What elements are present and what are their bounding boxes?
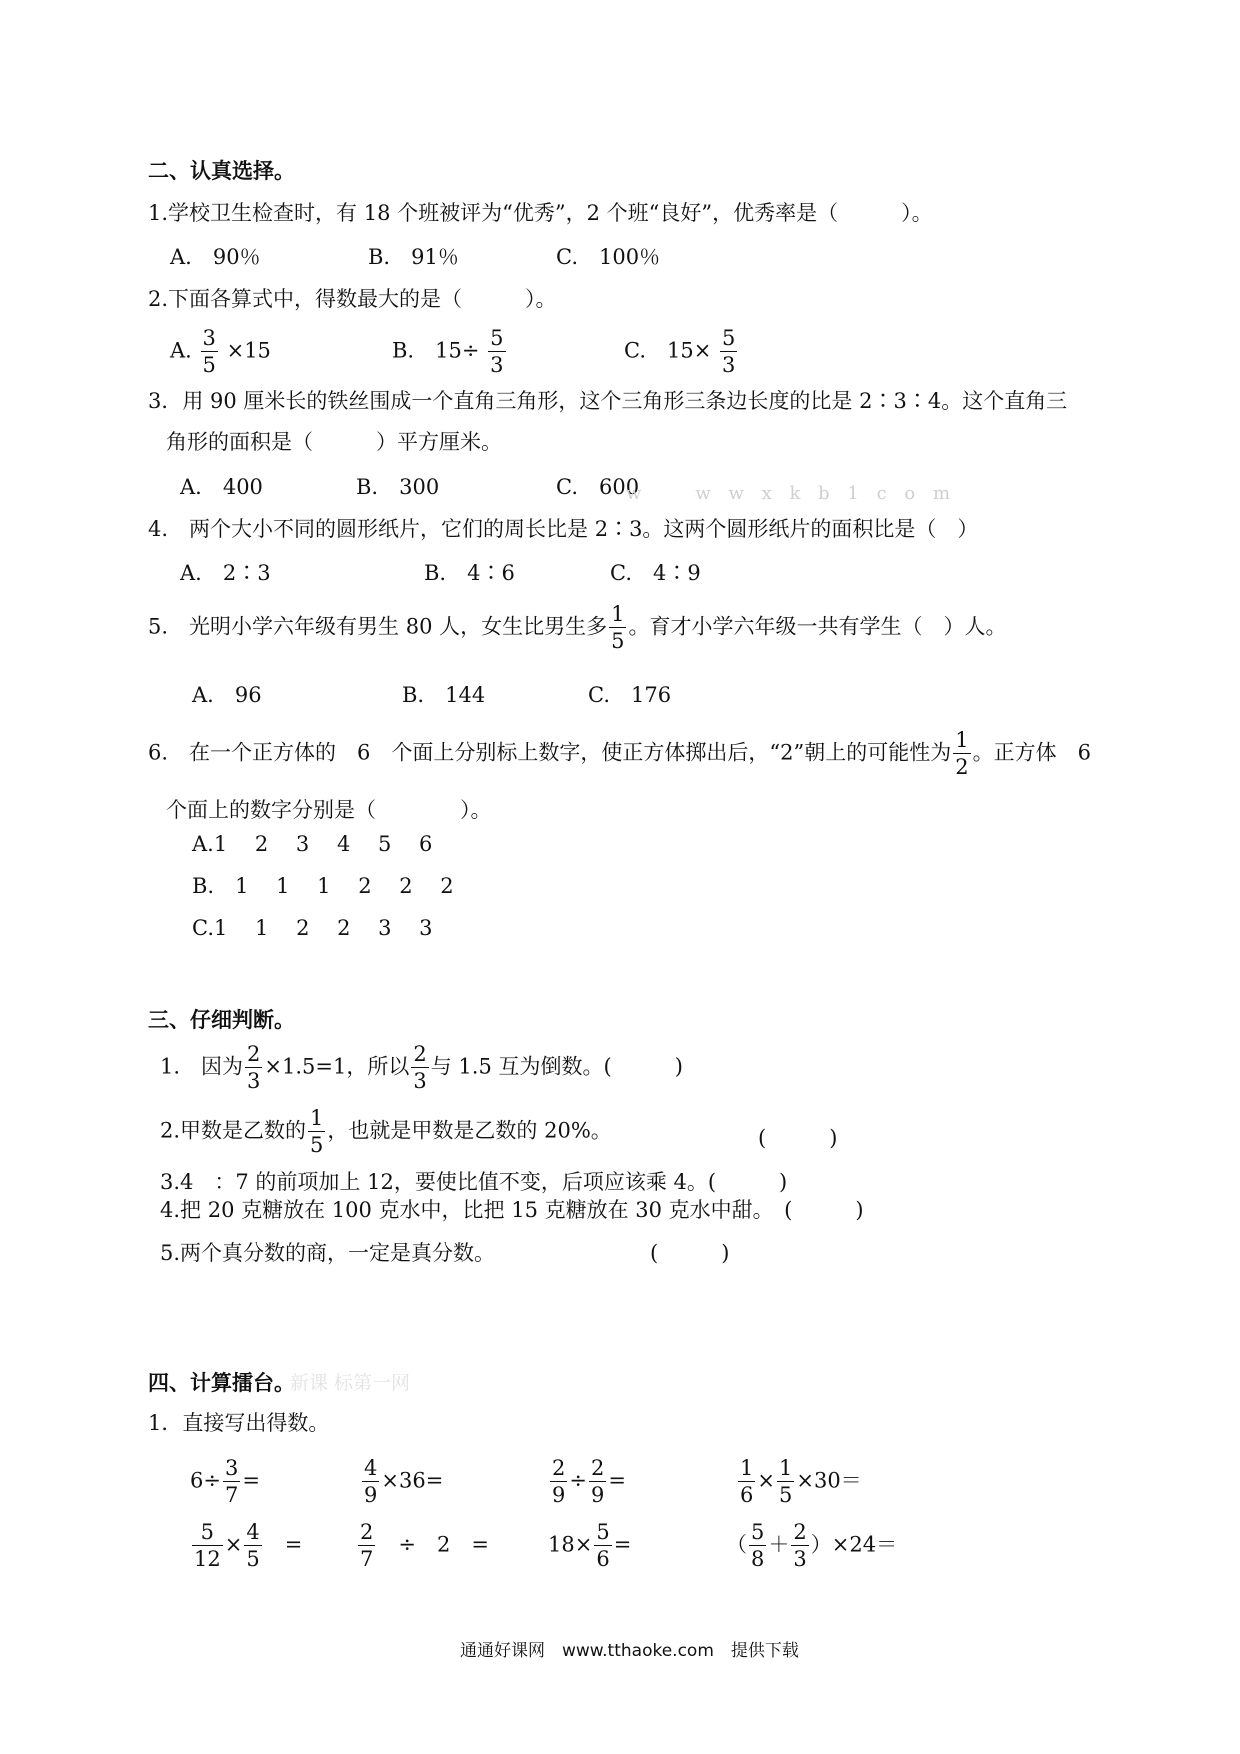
q3-option-a: A. 400	[180, 475, 263, 499]
judge-5-answer-paren: ( )	[650, 1241, 730, 1265]
question-3-line-2: 角形的面积是（ ）平方厘米。	[166, 430, 502, 454]
judge-5: 5.两个真分数的商，一定是真分数。	[160, 1241, 496, 1265]
judge-2: 2.甲数是乙数的 $\frac{1}{5}$ ，也就是甲数是乙数的 20%。	[160, 1106, 612, 1157]
q2-a-tail: ×15	[226, 338, 271, 363]
calc-r2c3: 18× $\frac{5}{6}$ =	[548, 1520, 632, 1571]
fraction: $\frac{1}{2}$	[955, 728, 969, 779]
question-2: 2.下面各算式中，得数最大的是（ ）。	[148, 287, 557, 311]
page-footer: 通通好课网 www.tthaoke.com 提供下载	[460, 1641, 799, 1661]
question-6-line-2: 个面上的数字分别是（ ）。	[166, 798, 492, 822]
q5-option-c: C. 176	[588, 683, 672, 707]
q6-option-c: C.1 1 2 2 3 3	[192, 916, 433, 940]
calc-r1c2: $\frac{4}{9}$ ×36=	[364, 1456, 444, 1507]
fraction: $\frac{2}{3}$	[247, 1042, 261, 1093]
q4-option-c: C. 4∶9	[610, 561, 701, 585]
q3-option-b: B. 300	[356, 475, 440, 499]
fraction: $\frac{4}{9}$	[364, 1456, 378, 1507]
fraction: $\frac{5}{3}$	[722, 326, 736, 377]
fraction: $\frac{5}{12}$	[194, 1520, 221, 1571]
question-3-line-1: 3．用 90 厘米长的铁丝围成一个直角三角形，这个三角形三条边长度的比是 2∶3∶4。这个直角三	[148, 389, 1068, 413]
fraction: $\frac{3}{7}$	[224, 1456, 239, 1507]
question-4: 4. 两个大小不同的圆形纸片，它们的周长比是 2∶3。这两个圆形纸片的面积比是（ ）	[148, 517, 979, 541]
q1-option-a: A. 90％	[170, 245, 261, 269]
fraction: $\frac{5}{8}$	[751, 1520, 765, 1571]
q4-option-a: A. 2∶3	[180, 561, 271, 585]
section-heading-judge: 三、仔细判断。	[148, 1008, 295, 1032]
fraction: $\frac{3}{5}$	[202, 326, 216, 377]
fraction: $\frac{1}{5}$	[611, 602, 625, 653]
section-heading-choice: 二、认真选择。	[148, 159, 295, 183]
q2-option-b	[392, 328, 508, 376]
q2-option-c	[624, 328, 739, 376]
watermark: w w w x k b 1 c o m	[626, 483, 957, 504]
judge-4: 4.把 20 克糖放在 100 克水中，比把 15 克糖放在 30 克水中甜。 ( )	[160, 1198, 864, 1222]
judge-2-answer-paren: ( )	[758, 1126, 838, 1150]
fraction: $\frac{2}{3}$	[413, 1042, 427, 1093]
q4-option-b: B. 4∶6	[424, 561, 515, 585]
fraction: $\frac{4}{5}$	[246, 1520, 260, 1571]
q2-b-label: B. 15÷	[392, 338, 480, 363]
fraction: $\frac{1}{5}$	[310, 1106, 324, 1157]
q1-option-c: C. 100％	[556, 245, 661, 269]
fraction: $\frac{2}{3}$	[793, 1520, 807, 1571]
q1-option-b: B. 91％	[368, 245, 459, 269]
question-1: 1.学校卫生检查时，有 18 个班被评为“优秀”，2 个班“良好”，优秀率是（ ）。	[148, 201, 933, 225]
calc-r1c4: $\frac{1}{6}$ × $\frac{1}{5}$ ×30＝	[740, 1456, 862, 1507]
q3-option-c: C. 600	[556, 475, 640, 499]
q2-option-a	[170, 328, 271, 376]
q2-a-label: A.	[170, 338, 192, 363]
calc-subheading: 1．直接写出得数。	[148, 1411, 330, 1435]
calc-r2c2: $\frac{2}{7}$ ÷ 2 =	[360, 1520, 489, 1571]
question-6: 6. 在一个正方体的 6 个面上分别标上数字，使正方体掷出后，“2”朝上的可能性为 $\frac{1}{2}$ 。正方体 6	[148, 728, 1091, 779]
question-5: 5. 光明小学六年级有男生 80 人，女生比男生多 $\frac{1}{5}$ 。育才小学六年级一共有学生（ ）人。	[148, 602, 1007, 653]
calc-r1c3: $\frac{2}{9}$ ÷ $\frac{2}{9}$ =	[552, 1456, 626, 1507]
calc-r1c1: 6÷ $\frac{3}{7}$ =	[190, 1456, 260, 1507]
q6-option-a: A.1 2 3 4 5 6	[192, 832, 433, 856]
calc-r2c1: $\frac{5}{12}$ × $\frac{4}{5}$ =	[194, 1520, 303, 1571]
fraction: $\frac{2}{7}$	[360, 1520, 374, 1571]
faint-watermark: 新课 标第一网	[290, 1372, 411, 1394]
judge-3: 3.4 ：7 的前项加上 12，要使比值不变，后项应该乘 4。( )	[160, 1170, 788, 1194]
fraction: $\frac{5}{3}$	[490, 326, 504, 377]
section-heading-calc: 四、计算擂台。	[148, 1371, 295, 1395]
q6-option-b: B. 1 1 1 2 2 2	[192, 874, 454, 898]
q5-option-b: B. 144	[402, 683, 486, 707]
q2-c-label: C. 15×	[624, 338, 712, 363]
fraction: $\frac{2}{9}$	[552, 1456, 566, 1507]
calc-r2c4: （ $\frac{5}{8}$ ＋ $\frac{2}{3}$ ）×24＝	[726, 1520, 898, 1571]
q5-option-a: A. 96	[192, 683, 262, 707]
judge-1: 1. 因为 $\frac{2}{3}$ ×1.5=1，所以 $\frac{2}{3}$ 与 1.5 互为倒数。( )	[160, 1042, 683, 1093]
fraction: $\frac{1}{5}$	[778, 1456, 793, 1507]
fraction: $\frac{2}{9}$	[590, 1456, 605, 1507]
fraction: $\frac{5}{6}$	[596, 1520, 610, 1571]
fraction: $\frac{1}{6}$	[740, 1456, 754, 1507]
